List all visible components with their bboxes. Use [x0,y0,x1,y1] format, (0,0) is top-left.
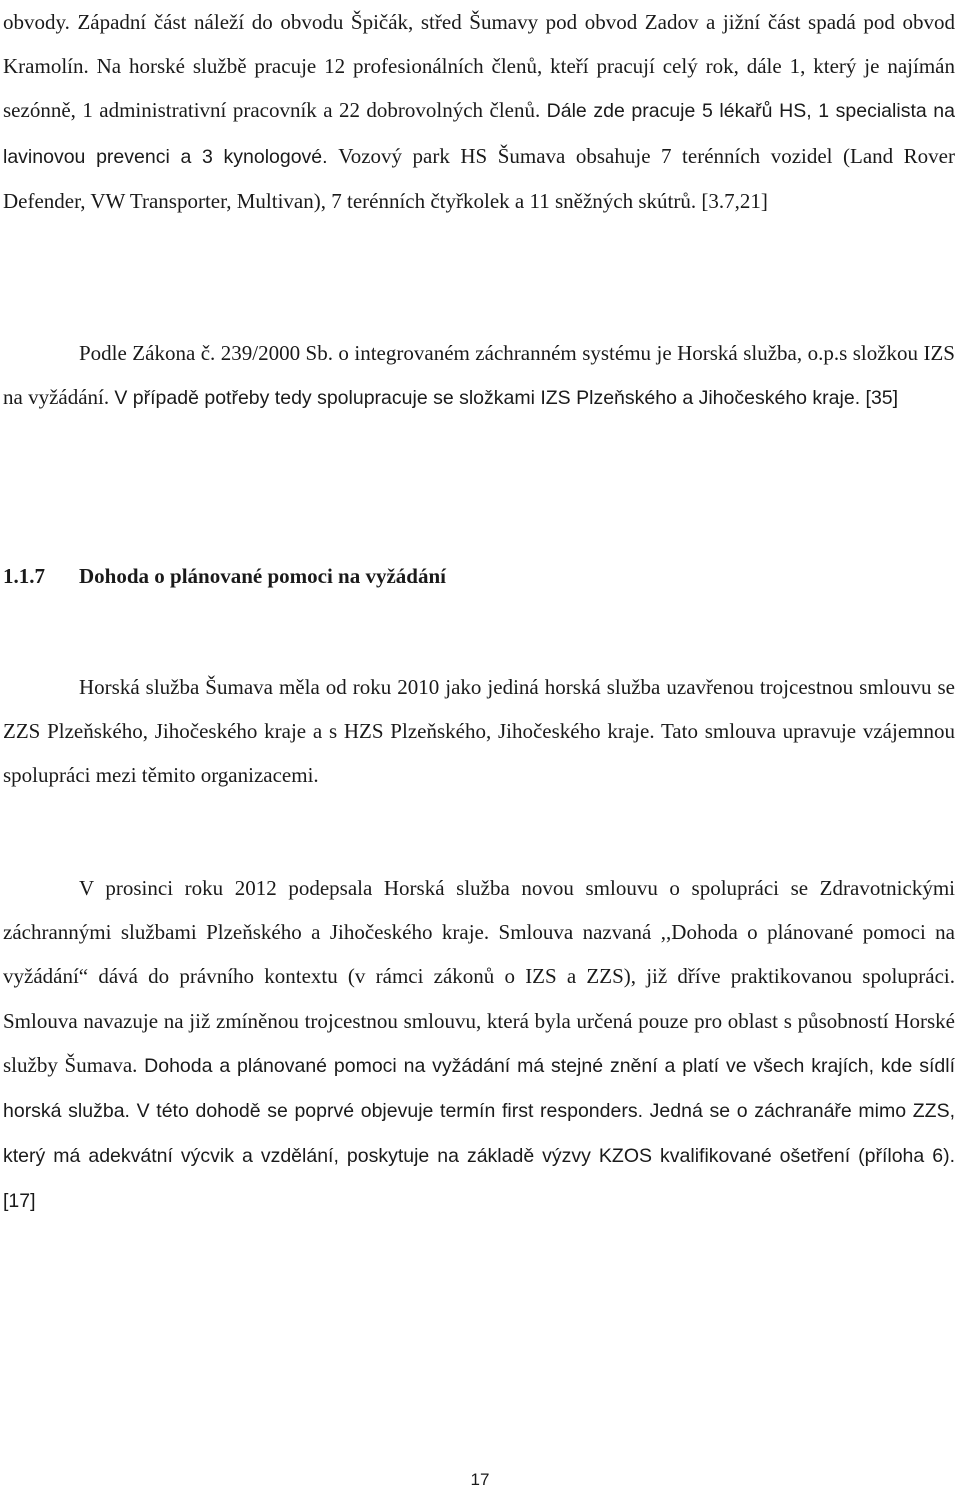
section-title: Dohoda o plánované pomoci na vyžádání [79,564,446,588]
paragraph-mountain-rescue-staff [3,0,955,223]
paragraph-izs-part1: Podle Zákona č. 239/2000 Sb. o integrovaném záchranném systému je Horská služba, o.p.s složkou IZS na vyžádání. [3,341,955,410]
paragraph-top-part2: Dále zde pracuje 5 lékařů HS, 1 specialista na lavinovou prevenci a 3 kynologové. [3,100,955,168]
paragraph-izs [3,331,955,420]
paragraph-agreement-2 [3,866,955,1224]
paragraph-top-part3: Vozový park HS Šumava obsahuje 7 terénních vozidel (Land Rover Defender, VW Transporter, Multivan), 7 terénních čtyřkolek a 11 sněžných skútrů. [3.7,21] [3,143,955,213]
paragraph-agreement-2-part2: Dohoda a plánované pomoci na vyžádání má stejné znění a platí ve všech krajích, kde sídlí horská služba. V této dohodě se poprvé objevuje termín first responders. Jedná se o záchranáře mimo ZZS, který má adekvátní výcvik a vzdělání, poskytuje na základě výzvy KZOS kvalifikované ošetření (příloha 6). [17] [3,1054,955,1213]
section-number: 1.1.7 [3,564,45,588]
paragraph-agreement-2-part1: V prosinci roku 2012 podepsala Horská služba novou smlouvu o spolupráci se Zdravotnickými záchrannými službami Plzeňského a Jihočeského kraje. Smlouva nazvaná ,,Dohoda o plánované pomoci na vyžádání“ dává do právního kontextu (v rámci zákonů o IZS a ZZS), již dříve praktikovanou spolupráci. Smlouva navazuje na již zmíněnou trojcestnou smlouvu, která byla určená pouze pro oblast s působností Horské služby Šumava. [3,876,955,1077]
paragraph-izs-part2: V případě potřeby tedy spolupracuje se složkami IZS Plzeňského a Jihočeského kraje. [35] [114,387,899,410]
paragraph-top-part1: obvody. Západní část náleží do obvodu Špičák, střed Šumavy pod obvod Zadov a jižní část spadá pod obvod Kramolín. Na horské službě pracuje 12 profesionálních členů, kteří pracují celý rok, dále 1, který je najímán sezónně, 1 administrativní pracovník a 22 dobrovolných členů. [3,10,955,123]
page-number: 17 [470,1470,490,1489]
paragraph-agreement-1: Horská služba Šumava měla od roku 2010 jako jediná horská služba uzavřenou trojcestnou smlouvu se ZZS Plzeňského, Jihočeského kraje a s HZS Plzeňského, Jihočeského kraje. Tato smlouva upravuje vzájemnou spolupráci mezi těmito organizacemi. [3,675,955,788]
section-heading [3,558,446,594]
